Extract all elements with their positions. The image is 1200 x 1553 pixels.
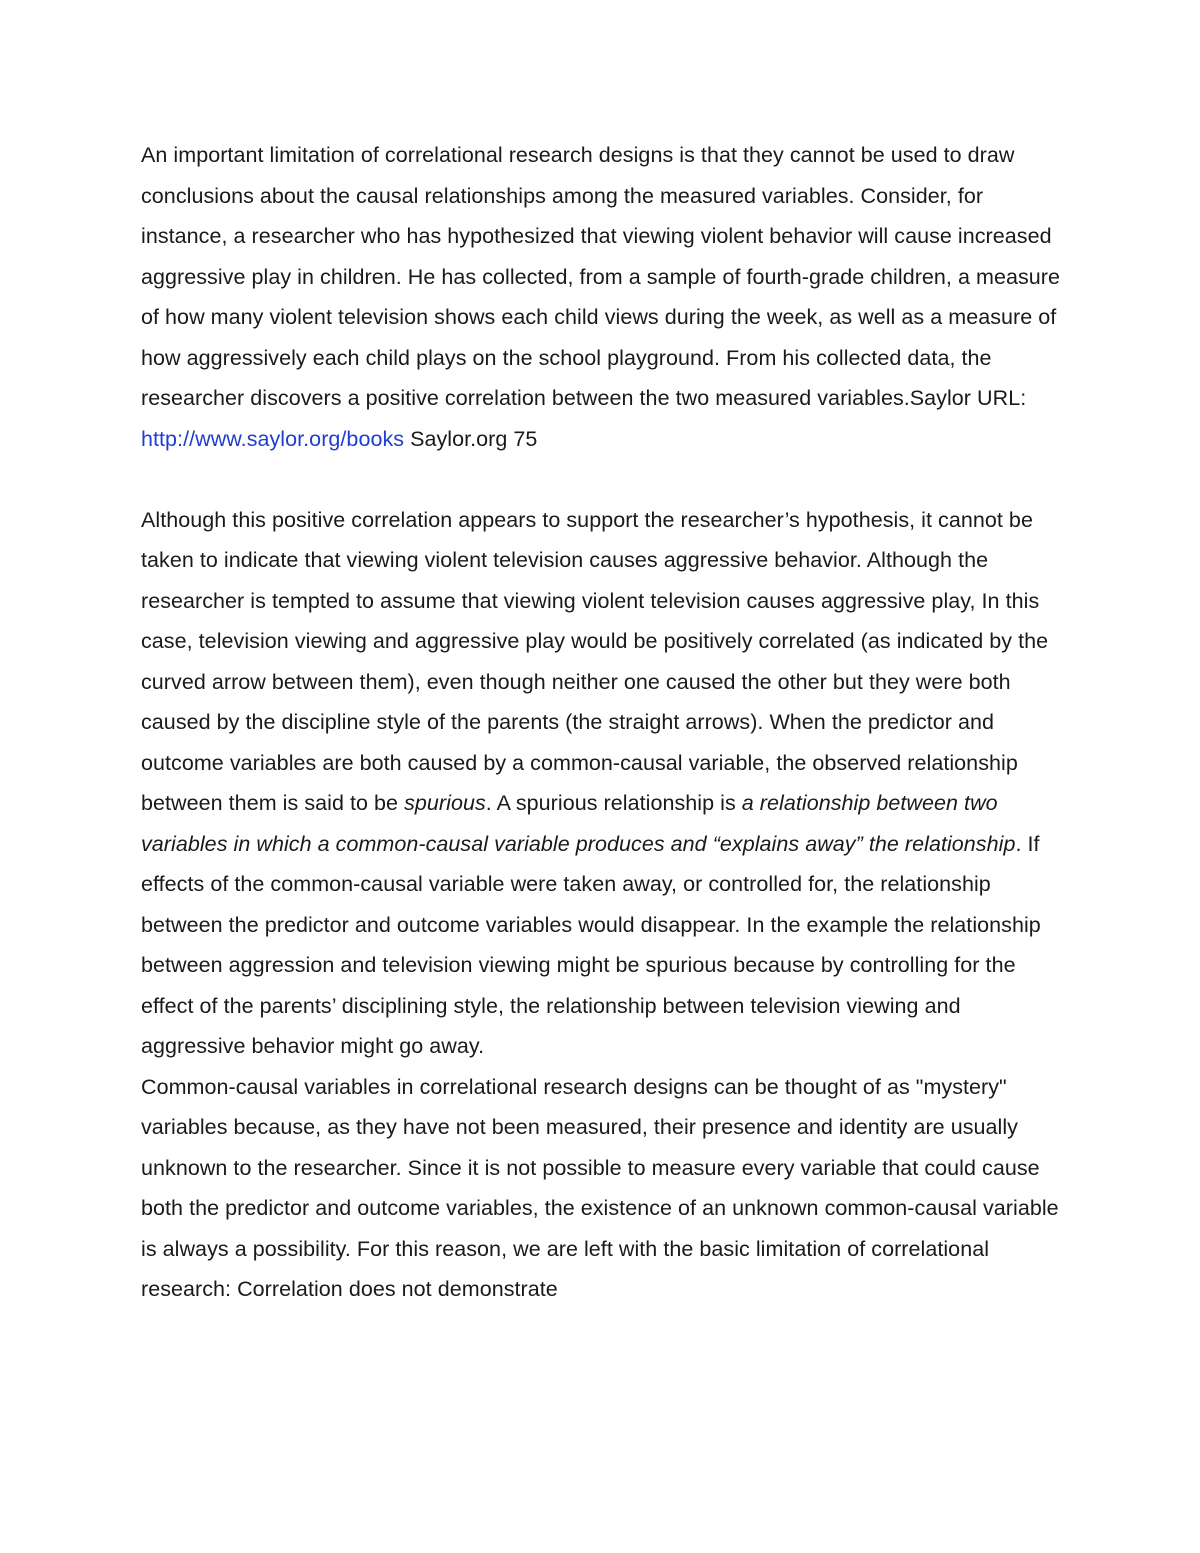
- page-footer-text: Saylor.org 75: [404, 426, 538, 451]
- paragraph-1-text: An important limitation of correlational research designs is that they cannot be used to draw conclusions about the causal relationships among the measured variables. Consider, for instance, a researcher who has hypothesized that viewing violent behavior will cause increased aggressive play in children. He has collected, from a sample of fourth-grade children, a measure of how many violent television shows each child views during the week, as well as a measure of how aggressively each child plays on the school playground. From his collected data, the researcher discovers a positive correlation between the two measured variables.Saylor URL:: [141, 143, 1061, 410]
- spurious-definition: a relationship between two variables in which a common-causal variable produces and “explains away” the relationship: [141, 791, 1016, 856]
- paragraph-mystery-variables: [141, 1067, 1071, 1310]
- paragraph-correlation-limitation: [141, 135, 1071, 459]
- paragraph-2-text-middle: . A spurious relationship is: [485, 791, 742, 815]
- paragraph-3-text: Common-causal variables in correlational research designs can be thought of as "mystery" variables because, as they have not been measured, their presence and identity are usually unknown to the researcher. Since it is not possible to measure every variable that could cause both the predictor and outcome variables, the existence of an unknown common-causal variable is always a possibility. For this reason, we are left with the basic limitation of correlational research: Correlation does not demonstrate: [141, 1074, 1059, 1301]
- paragraph-2-text-after: . If effects of the common-causal variable were taken away, or controlled for, the relationship between the predictor and outcome variables would disappear. In the example the relationship between aggression and television viewing might be spurious because by controlling for the effect of the parents’ disciplining style, the relationship between television viewing and aggressive behavior might go away.: [141, 831, 1041, 1058]
- paragraph-2-text-before: Although this positive correlation appears to support the researcher’s hypothesis, it cannot be taken to indicate that viewing violent television causes aggressive behavior. Although the researcher is tempted to assume that viewing violent television causes aggressive play, In this case, television viewing and aggressive play would be positively correlated (as indicated by the curved arrow between them), even though neither one caused the other but they were both caused by the discipline style of the parents (the straight arrows). When the predictor and outcome variables are both caused by a common-causal variable, the observed relationship between them is said to be: [141, 507, 1049, 815]
- saylor-books-link[interactable]: http://www.saylor.org/books: [141, 426, 405, 451]
- paragraph-spacer: [141, 459, 1071, 500]
- body-text: [141, 135, 1071, 1310]
- paragraph-spurious-relationship: [141, 500, 1071, 1067]
- term-spurious: spurious: [404, 791, 486, 815]
